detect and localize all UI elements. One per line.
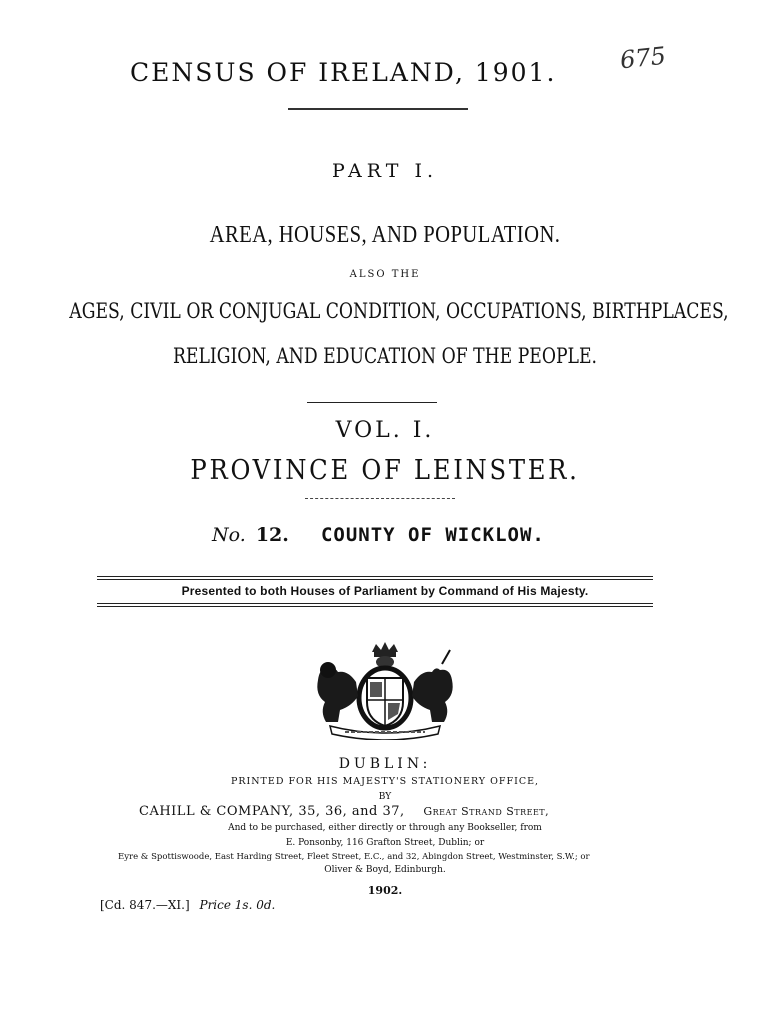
price: Price 1s. 0d. xyxy=(199,898,276,912)
imprint-oliver: Oliver & Boyd, Edinburgh. xyxy=(324,865,446,875)
imprint-publisher xyxy=(139,804,549,819)
imprint-ponsonby: E. Ponsonby, 116 Grafton Street, Dublin; or xyxy=(285,838,485,848)
imprint-year: 1902. xyxy=(367,884,403,897)
presented-rule-top-1 xyxy=(97,576,653,577)
subtitle: AREA, HOUSES, AND POPULATION. xyxy=(209,222,561,248)
royal-coat-of-arms-icon xyxy=(290,640,480,740)
command-paper-number: [Cd. 847.—XI.] xyxy=(100,898,190,912)
imprint-city: DUBLIN: xyxy=(338,756,432,772)
topics-line-1: AGES, CIVIL OR CONJUGAL CONDITION, OCCUPATIONS, BIRTHPLACES, xyxy=(69,299,729,323)
presented-rule-bottom-1 xyxy=(97,603,653,604)
presented-rule-bottom-2 xyxy=(97,606,653,607)
county-name: COUNTY OF WICKLOW. xyxy=(320,524,545,546)
part-heading: PART I. xyxy=(332,160,438,182)
publisher-street: Great Strand Street, xyxy=(423,805,550,818)
handwritten-number: 675 xyxy=(618,41,668,75)
imprint-printed-for: PRINTED FOR HIS MAJESTY'S STATIONERY OFFICE, xyxy=(230,776,540,787)
county-number: 12. xyxy=(255,524,289,546)
imprint-purchase-line: And to be purchased, either directly or through any Bookseller, from xyxy=(228,823,542,833)
presented-rule-top-2 xyxy=(97,579,653,580)
topics-line-2: RELIGION, AND EDUCATION OF THE PEOPLE. xyxy=(172,344,598,368)
also-the: ALSO THE xyxy=(349,269,421,280)
census-title: CENSUS OF IRELAND, 1901. xyxy=(130,58,557,87)
imprint-by: BY xyxy=(378,792,392,802)
imprint-eyre: Eyre & Spottiswoode, East Harding Street, Fleet Street, E.C., and 32, Abingdon Street, Westminster, S.W.; or xyxy=(118,852,590,862)
county-line xyxy=(212,524,545,546)
province-heading: PROVINCE OF LEINSTER. xyxy=(190,455,580,486)
province-rule xyxy=(305,498,455,499)
volume-rule xyxy=(307,402,437,403)
volume-heading: VOL. I. xyxy=(335,418,435,443)
title-rule xyxy=(288,108,468,110)
presented-statement: Presented to both Houses of Parliament by Command of His Majesty. xyxy=(181,584,589,598)
publisher-name: CAHILL & COMPANY, 35, 36, and 37, xyxy=(139,804,405,819)
command-paper-line xyxy=(100,898,275,912)
county-number-prefix: No. xyxy=(212,524,246,546)
